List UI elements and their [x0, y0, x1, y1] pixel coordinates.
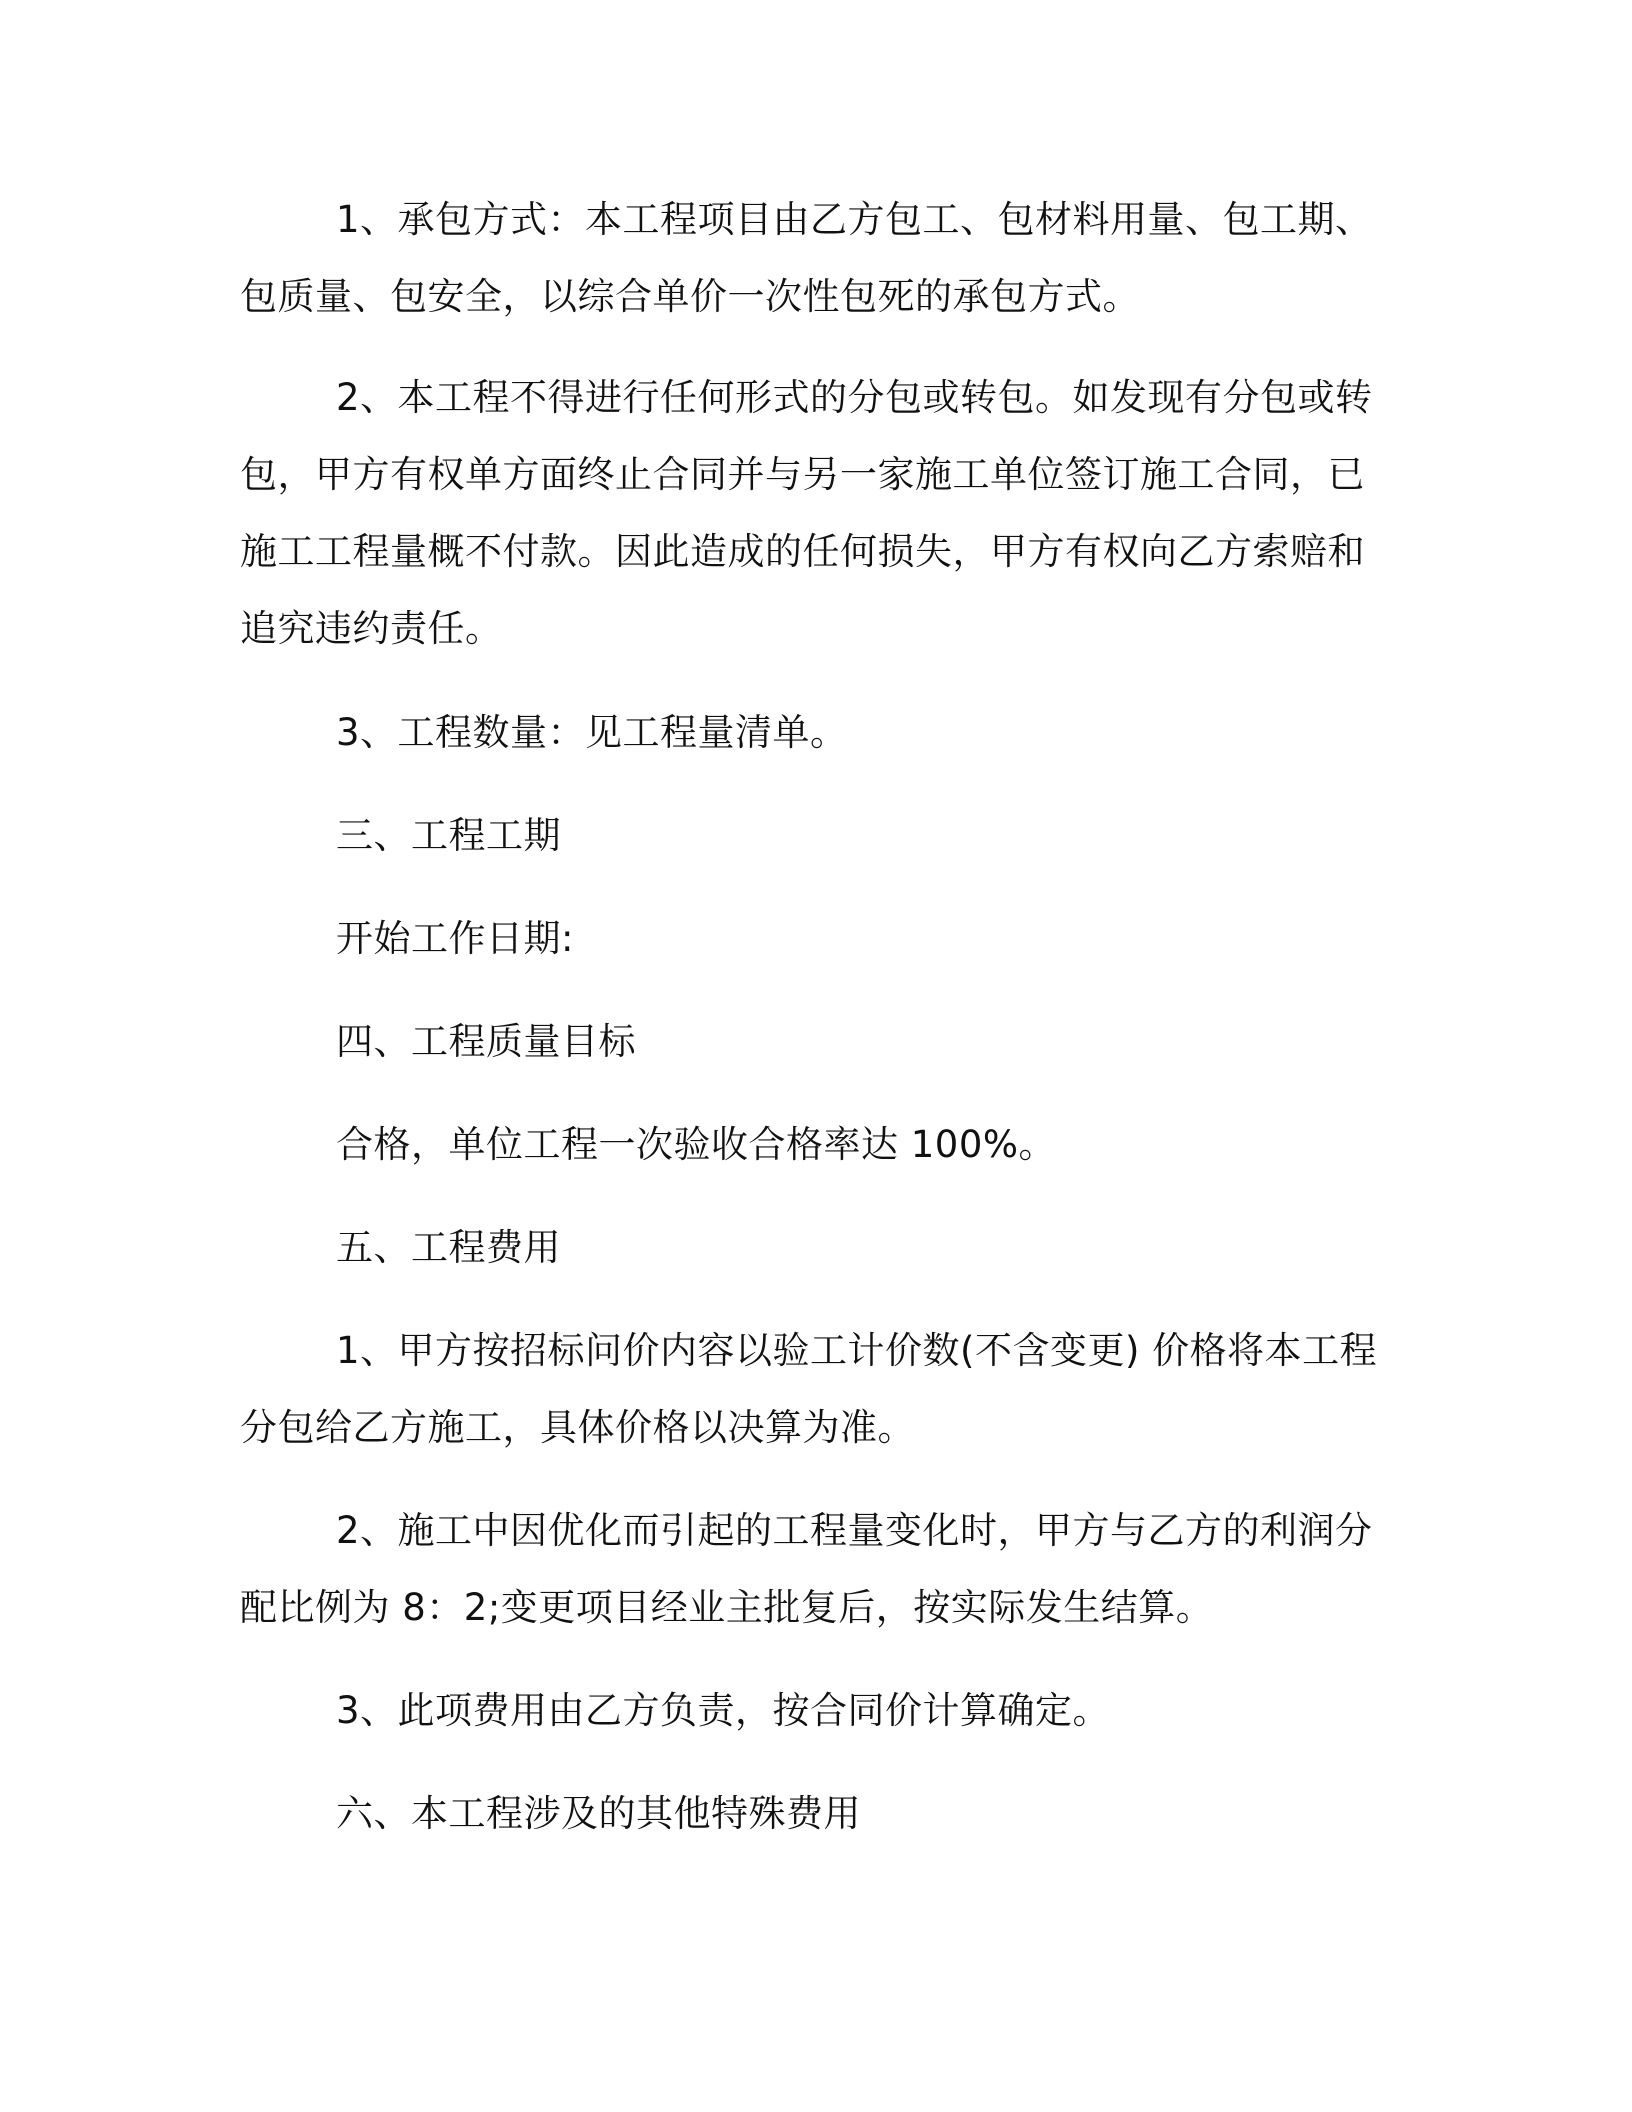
text-line: 合格，单位工程一次验收合格率达 100%。: [336, 1123, 1057, 1166]
paragraph-profit-split: [240, 1492, 1373, 1646]
text-line: 包质量、包安全，以综合单价一次性包死的承包方式。: [240, 275, 1140, 318]
text-line: 3、此项费用由乙方负责，按合同价计算确定。: [336, 1689, 1111, 1732]
text-line: 包，甲方有权单方面终止合同并与另一家施工单位签订施工合同，已: [240, 453, 1365, 496]
paragraph-quantity: [240, 694, 1365, 771]
text-line: 2、施工中因优化而引起的工程量变化时，甲方与乙方的利润分: [336, 1509, 1373, 1552]
text-line: 开始工作日期:: [336, 917, 574, 960]
paragraph-cost-responsibility: [240, 1672, 1365, 1749]
text-line: 1、承包方式：本工程项目由乙方包工、包材料用量、包工期、: [336, 198, 1373, 241]
paragraph-no-subcontract: [240, 359, 1373, 667]
paragraph-pricing: [240, 1312, 1378, 1466]
text-line: 配比例为 8：2;变更项目经业主批复后，按实际发生结算。: [240, 1586, 1214, 1629]
text-line: 施工工程量概不付款。因此造成的任何损失，甲方有权向乙方索赔和: [240, 530, 1365, 573]
section-heading-special-costs: [240, 1775, 1365, 1852]
section-heading-cost: [240, 1209, 1365, 1286]
text-line: 四、工程质量目标: [336, 1020, 636, 1063]
paragraph-quality-target: [240, 1106, 1365, 1183]
text-line: 三、工程工期: [336, 814, 561, 857]
text-line: 六、本工程涉及的其他特殊费用: [336, 1792, 861, 1835]
section-heading-quality: [240, 1003, 1365, 1080]
paragraph-contract-method: [240, 181, 1373, 335]
text-line: 3、工程数量：见工程量清单。: [336, 711, 848, 754]
section-heading-schedule: [240, 797, 1365, 874]
text-line: 五、工程费用: [336, 1226, 561, 1269]
text-line: 1、甲方按招标问价内容以验工计价数(不含变更) 价格将本工程: [336, 1329, 1378, 1372]
text-line: 追究违约责任。: [240, 607, 503, 650]
paragraph-start-date: [240, 900, 1365, 977]
text-line: 分包给乙方施工，具体价格以决算为准。: [240, 1406, 915, 1449]
text-line: 2、本工程不得进行任何形式的分包或转包。如发现有分包或转: [336, 376, 1373, 419]
